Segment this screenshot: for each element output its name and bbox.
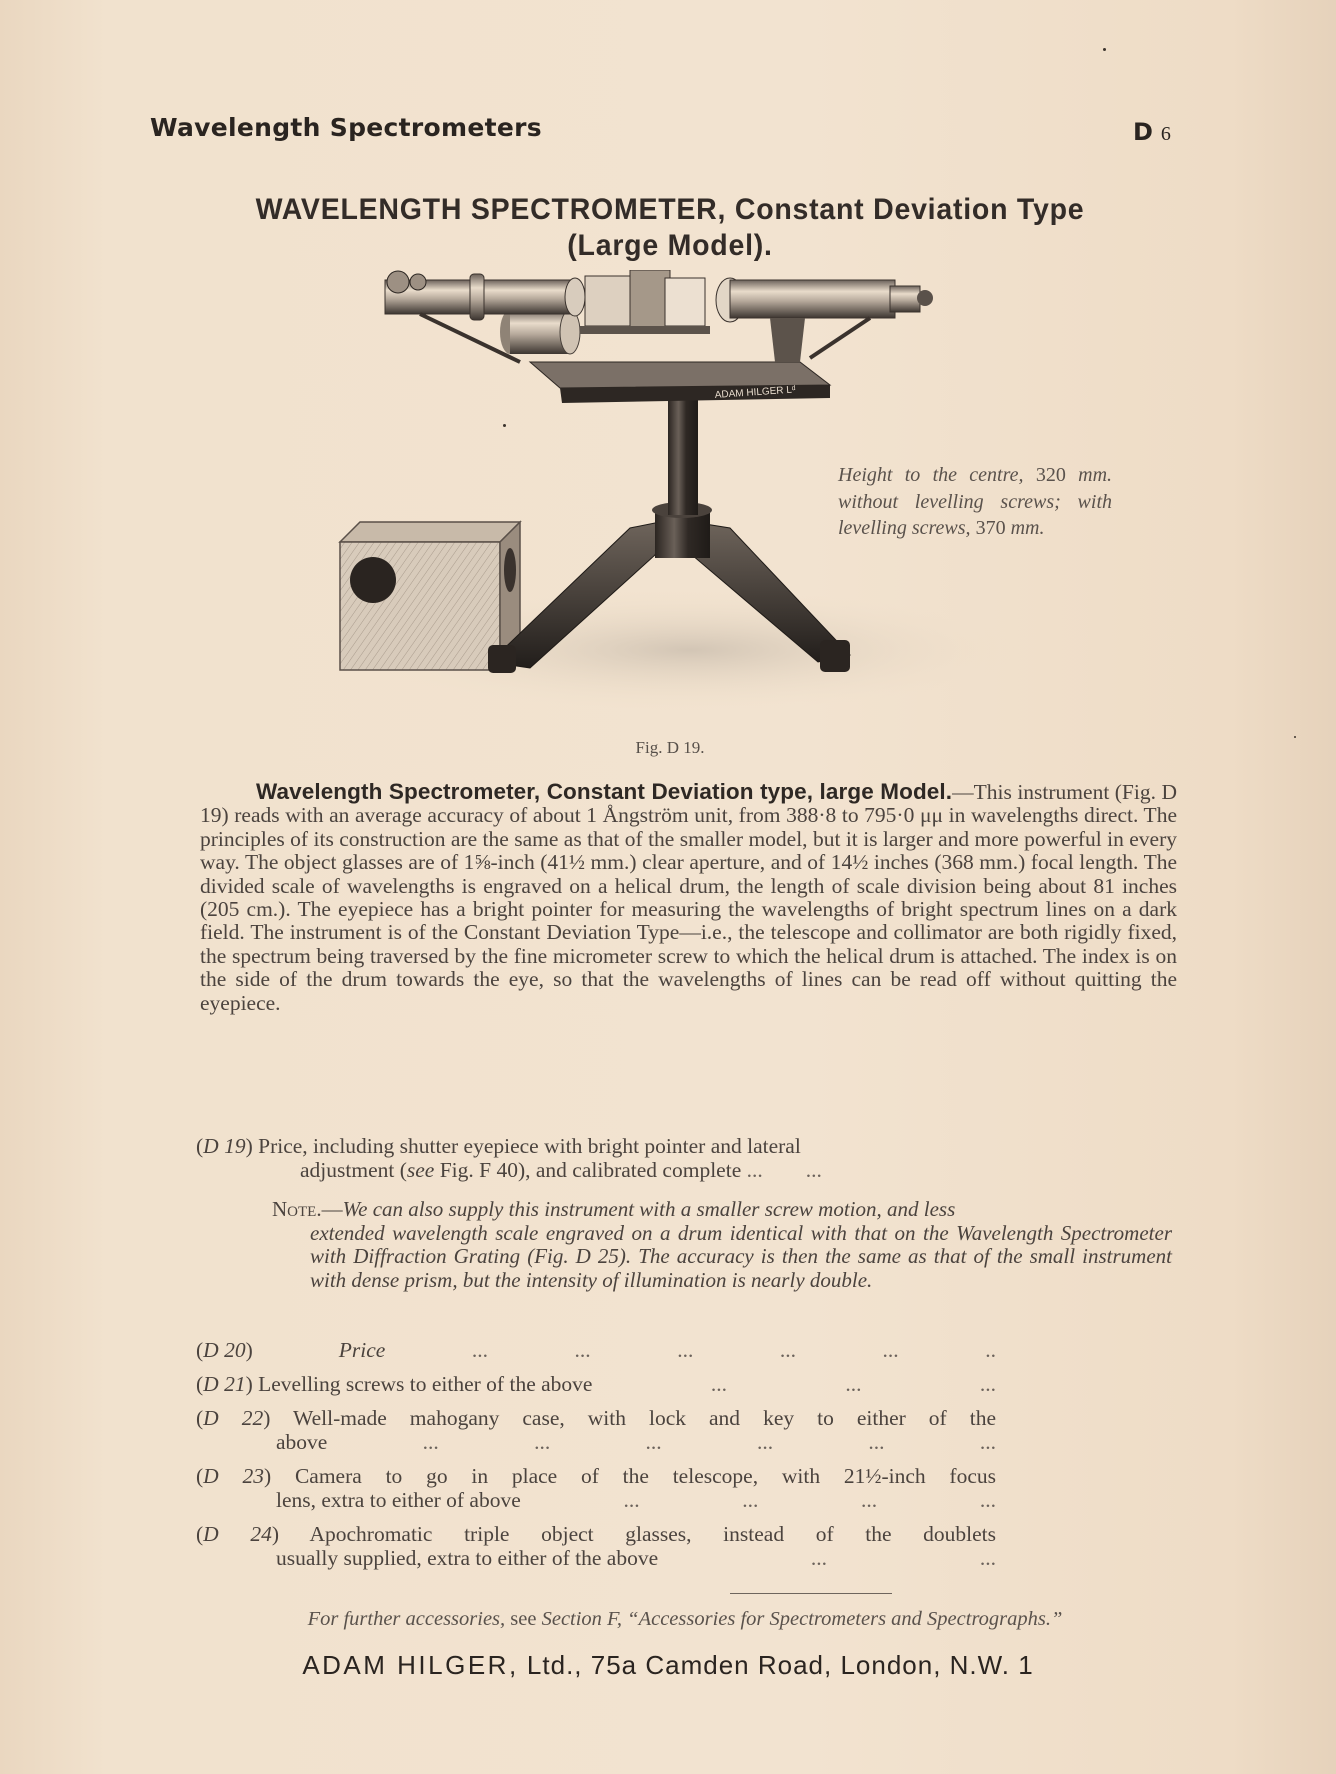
- item-description: usually supplied, extra to either of the above: [276, 1546, 659, 1570]
- item-description: Fig. F 40), and calibrated complete: [434, 1158, 742, 1182]
- price-list: [196, 1134, 996, 1192]
- item-description: above: [276, 1430, 328, 1454]
- note-text: We can also supply this instrument with a smaller screw motion, and less: [342, 1197, 956, 1221]
- leader-dots: ..: [985, 1338, 996, 1362]
- page-number-value: 6: [1160, 123, 1171, 145]
- page-title-line-1: WAVELENGTH SPECTROMETER, Constant Deviation Type: [255, 193, 1085, 226]
- leader-dots: ... ...: [746, 1158, 822, 1182]
- leader-dots: ...: [779, 1338, 796, 1362]
- item-code: (D 22): [196, 1406, 271, 1430]
- leader-dots: ...: [534, 1430, 551, 1454]
- see-reference: see: [406, 1158, 435, 1182]
- publisher-name: ADAM HILGER,: [302, 1650, 519, 1680]
- height-without-value: 320: [1035, 464, 1066, 486]
- section-letter: D: [1133, 118, 1153, 146]
- leader-dots: ...: [868, 1430, 885, 1454]
- telescope-tube: [716, 278, 933, 362]
- note-text-continued: extended wavelength scale engraved on a drum identical with that on the Wavelength Spectrometer with Diffraction Grating (Fig. D 25). The accuracy is then the same as that of the small instrument with dense prism, but the intensity of illumination is nearly double.: [310, 1220, 1172, 1292]
- paper-speck: [1103, 48, 1106, 51]
- height-note: [838, 462, 1112, 542]
- leader-dots: ...: [645, 1430, 662, 1454]
- item-description: Levelling screws to either of the above: [258, 1372, 593, 1396]
- page-number: [1133, 118, 1171, 146]
- leader-dots: ...: [756, 1430, 774, 1454]
- leader-dots: ...: [422, 1430, 439, 1454]
- leader-dots: ...: [471, 1338, 488, 1362]
- leader-dots: ...: [979, 1546, 996, 1570]
- accessories-reference: For further accessories, see Section F, “Accessories for Spectrometers and Spectrographs.”: [307, 1608, 1063, 1630]
- note-block: [272, 1198, 1172, 1292]
- price-item-d20: [196, 1338, 996, 1362]
- item-code: (D 23): [196, 1464, 272, 1488]
- leader-dots: ...: [810, 1546, 828, 1570]
- description-text: —This instrument (Fig. D 19) reads with an average accuracy of about 1 Ångström unit, from 388·8 to 795·0 μμ in wavelengths direct. The principles of its construction are the same as that of the smaller model, but it is larger and more powerful in every way. The object glasses are of 1⅝-inch (41½ mm.) clear aperture, and of 14½ inches (368 mm.) focal length. The divided scale of wavelengths is engraved on a helical drum, the length of scale division being about 81 inches (205 cm.). The eyepiece has a bright pointer for measuring the wavelengths of bright spectrum lines on a dark field. The instrument is of the Constant Deviation Type—i.e., the telescope and collimator are both rigidly fixed, the spectrum being traversed by the fine micrometer screw to which the helical drum is attached. The index is on the side of the drum towards the eye, so that the wavelengths of lines can be read off without quitting the eyepiece.: [200, 780, 1177, 1015]
- item-description: Price: [338, 1338, 386, 1362]
- helical-drum: [500, 310, 580, 354]
- description-paragraph: [200, 780, 1177, 1015]
- price-item-d19: [196, 1134, 996, 1182]
- leader-dots: ...: [979, 1488, 996, 1512]
- item-code: (D 19): [196, 1134, 253, 1158]
- item-code: (D 24): [196, 1522, 280, 1546]
- page-title-line-2: (Large Model).: [567, 229, 773, 262]
- price-item-d24: [196, 1522, 996, 1570]
- item-description: adjustment (: [300, 1158, 407, 1182]
- publisher-imprint: [200, 1650, 1136, 1681]
- running-head: Wavelength Spectrometers: [150, 113, 542, 142]
- leader-dots: ...: [677, 1338, 694, 1362]
- height-note-text: Height to the centre,: [838, 464, 1024, 486]
- price-list-continued: [196, 1338, 996, 1580]
- leader-dots: ...: [882, 1338, 899, 1362]
- price-item-d21: [196, 1372, 996, 1396]
- leader-dots: ...: [979, 1430, 996, 1454]
- paper-speck: [503, 424, 506, 427]
- price-item-d22: [196, 1406, 996, 1454]
- item-description: Apochromatic triple object glasses, instead of the doublets: [309, 1522, 996, 1546]
- height-note-unit: mm.: [1010, 517, 1045, 539]
- height-note-text: mm. without levelling screws; with levelling screws,: [838, 464, 1113, 539]
- leader-dots: ...: [710, 1372, 727, 1396]
- instrument-table: [530, 362, 830, 403]
- description-lead: Wavelength Spectrometer, Constant Deviation type, large Model.: [256, 779, 953, 804]
- height-with-value: 370: [975, 517, 1006, 539]
- note-first-line: Note.—We can also supply this instrument with a smaller screw motion, and less: [272, 1197, 956, 1221]
- item-code: (D 20): [196, 1338, 253, 1362]
- leader-dots: ...: [574, 1338, 591, 1362]
- item-description: lens, extra to either of above: [276, 1488, 521, 1512]
- leader-dots: ...: [845, 1372, 862, 1396]
- figure-caption: Fig. D 19.: [635, 738, 705, 757]
- leader-dots: ...: [979, 1372, 996, 1396]
- publisher-address: Ltd., 75a Camden Road, London, N.W. 1: [526, 1650, 1034, 1680]
- prism-housing: [580, 270, 710, 334]
- leader-dots: ...: [861, 1488, 878, 1512]
- footer-rule: [730, 1593, 892, 1594]
- item-code: (D 21): [196, 1372, 253, 1396]
- page-title: [167, 192, 1174, 264]
- paper-speck: [1294, 736, 1296, 738]
- maker-plate-text: ADAM HILGER Lᵈ: [714, 384, 797, 401]
- item-description: Camera to go in place of the telescope, with 21½-inch focus: [294, 1464, 997, 1488]
- note-label: Note.: [272, 1197, 322, 1221]
- leader-dots: ...: [623, 1488, 640, 1512]
- price-item-d23: [196, 1464, 996, 1512]
- item-description: Price, including shutter eyepiece with bright pointer and lateral: [258, 1134, 801, 1158]
- item-description: Well-made mahogany case, with lock and key to either of the: [293, 1406, 996, 1430]
- leader-dots: ...: [742, 1488, 759, 1512]
